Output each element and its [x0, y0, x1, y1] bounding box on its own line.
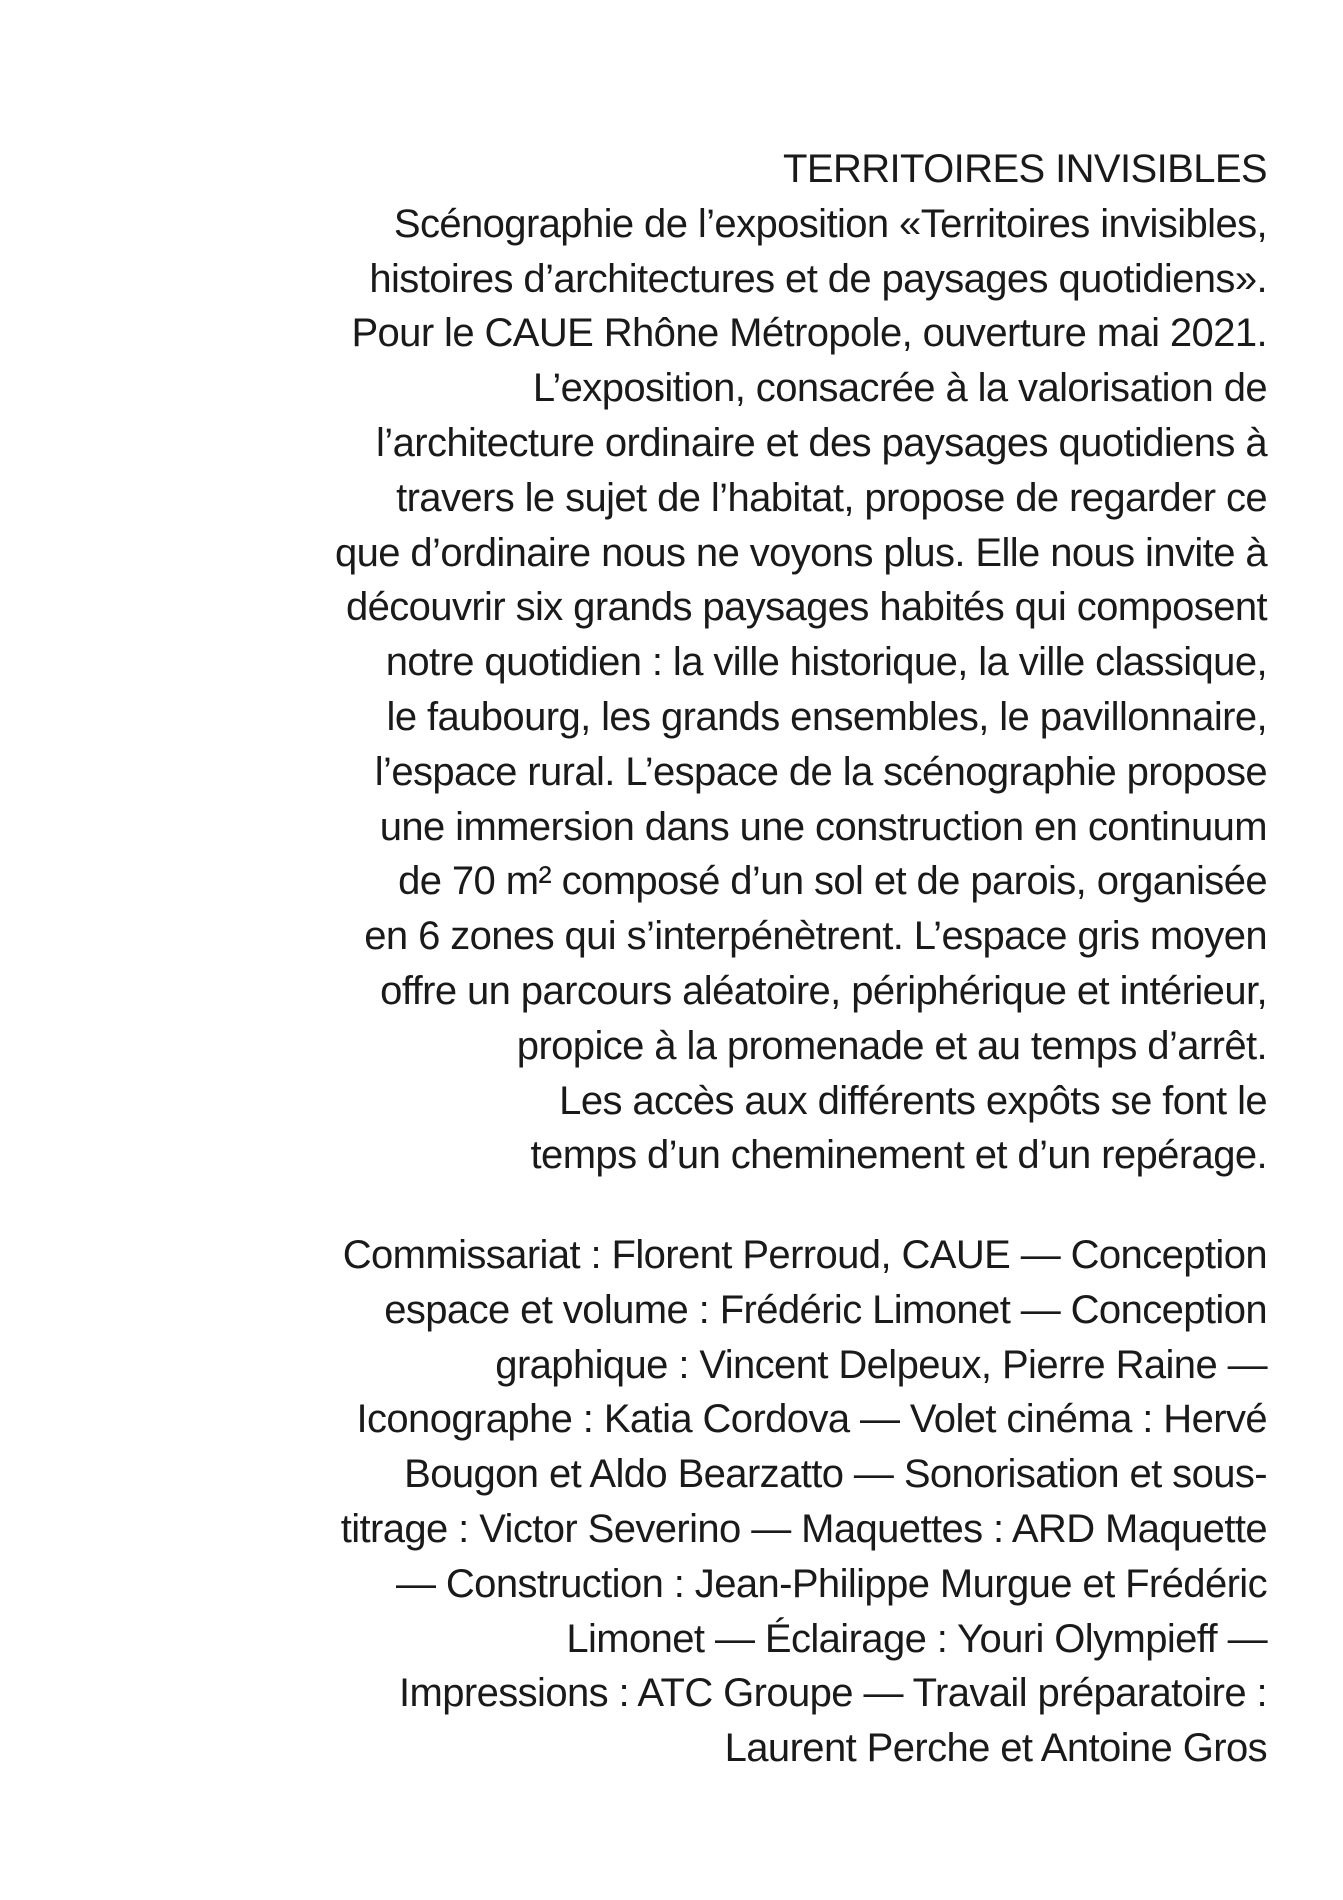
- credits-text-block: [341, 1228, 1267, 1776]
- description-line: histoires d’architectures et de paysages quotidiens».: [369, 256, 1267, 301]
- credits-line: Bougon et Aldo Bearzatto — Sonorisation et sous-: [404, 1452, 1267, 1497]
- credits-line: Impressions : ATC Groupe — Travail préparatoire :: [399, 1671, 1267, 1716]
- description-line: L’exposition, consacrée à la valorisation de: [532, 366, 1267, 411]
- description-line: le faubourg, les grands ensembles, le pavillonnaire,: [386, 694, 1267, 739]
- description-line: l’architecture ordinaire et des paysages quotidiens à: [376, 420, 1267, 465]
- description-line: Les accès aux différents expôts se font le: [559, 1078, 1267, 1123]
- description-line: propice à la promenade et au temps d’arrêt.: [516, 1023, 1267, 1068]
- credits-line: Laurent Perche et Antoine Gros: [724, 1726, 1267, 1771]
- description-line: Pour le CAUE Rhône Métropole, ouverture mai 2021.: [351, 311, 1267, 356]
- credits-line: Limonet — Éclairage : Youri Olympieff —: [566, 1616, 1267, 1661]
- description-line: offre un parcours aléatoire, périphérique et intérieur,: [380, 968, 1267, 1013]
- description-line: travers le sujet de l’habitat, propose de regarder ce: [396, 475, 1267, 520]
- description-line: notre quotidien : la ville historique, la ville classique,: [385, 640, 1267, 685]
- credits-line: titrage : Victor Severino — Maquettes : ARD Maquette: [340, 1506, 1267, 1551]
- description-text-block: [335, 142, 1267, 1183]
- credits-line: Commissariat : Florent Perroud, CAUE — Conception: [342, 1233, 1267, 1277]
- credits-line: Iconographe : Katia Cordova — Volet cinéma : Hervé: [356, 1397, 1267, 1442]
- credits-line: — Construction : Jean-Philippe Murgue et Frédéric: [395, 1561, 1267, 1606]
- credits-line: espace et volume : Frédéric Limonet — Conception: [384, 1287, 1267, 1332]
- description-line: l’espace rural. L’espace de la scénographie propose: [374, 749, 1267, 794]
- exhibition-title: TERRITOIRES INVISIBLES: [783, 147, 1267, 191]
- description-line: temps d’un cheminement et d’un repérage.: [530, 1133, 1267, 1178]
- description-line: une immersion dans une construction en continuum: [379, 804, 1267, 849]
- description-line: en 6 zones qui s’interpénètrent. L’espace gris moyen: [364, 914, 1267, 959]
- description-line: Scénographie de l’exposition «Territoires invisibles,: [393, 201, 1267, 246]
- credits-line: graphique : Vincent Delpeux, Pierre Raine —: [495, 1342, 1267, 1387]
- description-line: découvrir six grands paysages habités qui composent: [345, 585, 1267, 630]
- description-line: de 70 m² composé d’un sol et de parois, organisée: [398, 859, 1267, 904]
- description-line: que d’ordinaire nous ne voyons plus. Elle nous invite à: [334, 530, 1267, 575]
